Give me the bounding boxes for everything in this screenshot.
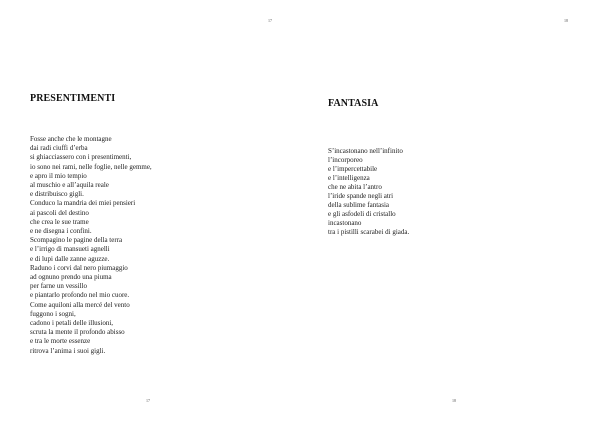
poem-line: l’iride spande negli atri: [328, 192, 394, 200]
poem-line: e tra le morte essenze: [30, 337, 91, 346]
poem-line: Scompagino le pagine della terra: [30, 236, 123, 245]
poem-line: e apro il mio tempio: [30, 171, 87, 180]
poem-body: [328, 147, 409, 237]
poem-line: e l’impercettabile: [328, 165, 378, 173]
poem-line: ai pascoli del destino: [30, 208, 89, 217]
right-page: [300, 0, 600, 424]
poem-body: [30, 135, 152, 356]
poem-line: dai radi ciuffi d’erba: [30, 144, 88, 153]
poem-line: incastonano: [328, 219, 362, 227]
poem-line: che crea le sue trame: [30, 217, 89, 226]
poem-line: si ghiacciassero con i presentimenti,: [30, 153, 132, 162]
poem-line: fuggono i sogni,: [30, 309, 76, 318]
poem-title: PRESENTIMENTI: [30, 93, 116, 104]
poem-line: Raduno i corvi dal nero piumaggio: [30, 263, 128, 272]
poem-line: e l’intelligenza: [328, 174, 370, 182]
poem-title: FANTASIA: [328, 98, 379, 109]
poem-line: Come aquiloni alla mercé del vento: [30, 300, 130, 309]
poem-line: della sublime fantasia: [328, 201, 390, 209]
poem-line: tra i pistilli scarabei di giada.: [328, 228, 410, 236]
poem-line: ad ognuno prendo una piuma: [30, 273, 112, 282]
poem-line: scruta la mente il profondo abisso: [30, 328, 125, 337]
poem-line: e distribuisco gigli.: [30, 190, 84, 199]
poem-line: S’incastonano nell’infinito: [328, 147, 403, 155]
poem-line: e ne disegna i confini.: [30, 227, 92, 236]
header-page-number: 18: [564, 18, 568, 23]
poem-line: e l’irrigo di mansueti agnelli: [30, 245, 110, 254]
poem-line: e di lupi dalle zanne aguzze.: [30, 254, 110, 263]
poem-line: Fosse anche che le montagne: [30, 135, 112, 143]
poem-line: ritrova l’anima i suoi gigli.: [30, 346, 106, 355]
poem-line: al muschio e all’aquila reale: [30, 181, 109, 190]
poem-line: io sono nei rami, nelle foglie, nelle gemme,: [30, 162, 152, 171]
poem-line: e piantarlo profondo nel mio cuore.: [30, 291, 130, 300]
footer-page-number: 17: [146, 398, 150, 403]
poem-line: e gli asfodeli di cristallo: [328, 210, 396, 218]
poem-line: per farne un vessillo: [30, 282, 87, 291]
poem-line: Conduco la mandria dei miei pensieri: [30, 199, 136, 208]
poem-line: cadono i petali delle illusioni,: [30, 319, 114, 328]
poem-line: l’incorporeo: [328, 156, 363, 164]
header-page-number: 17: [268, 18, 272, 23]
poem-line: che ne abita l’antro: [328, 183, 382, 191]
footer-page-number: 18: [452, 398, 456, 403]
